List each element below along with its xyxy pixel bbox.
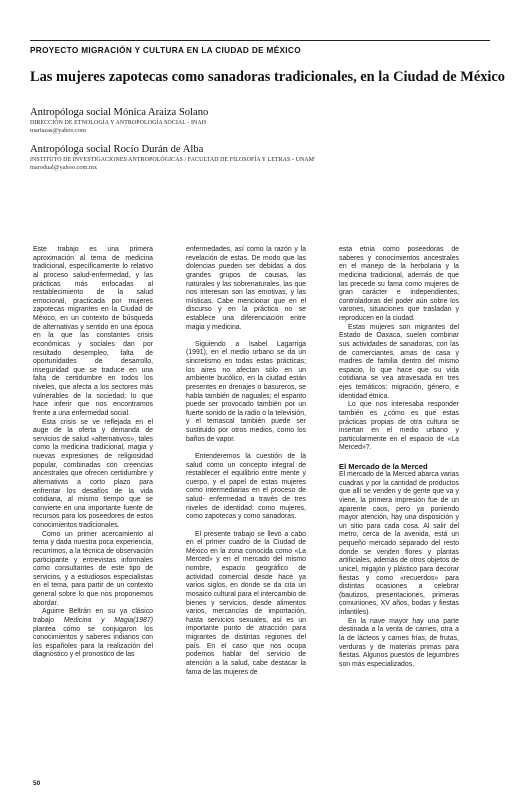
section-label: PROYECTO MIGRACIÓN Y CULTURA EN LA CIUDAD DE MÉXICO: [30, 46, 301, 55]
paragraph: Entenderemos la cuestión de la salud como un concepto integral de restablecer el equilibrio entre mente y cuerpo, y el papel de estas mujeres como intermediarias en el proceso de salud- enfermedad a través de tres niveles de identidad: como mujeres, como zapotecas y como sanadoras.: [186, 452, 306, 521]
paragraph: esta etnia como poseedoras de saberes y conocimientos ancestrales en el manejo de la herbolaria y la medicina tradicional, además de que las precede su fama como mujeres de gran carácter e independientes, controladoras del poder aún sobre los varones, situaciones que trasladan y reproducen en la ciudad.: [339, 246, 459, 322]
book-title: Medicina y Magia(1987): [63, 616, 153, 624]
page-number: 50: [33, 780, 41, 787]
paragraph: En la nave mayor hay una parte destinada a la venta de carnes, otra a la de lácteos y carnes frías, de frutas, verduras y de materias primas para fiestas. Algunos puestos de legumbres son más especializados,: [339, 617, 459, 668]
header-rule: [30, 40, 490, 41]
body-column-1: [33, 246, 153, 660]
author-affiliation: DIRECCIÓN DE ETNOLOGÍA Y ANTROPOLOGÍA SOCIAL - INAH: [30, 120, 207, 126]
body-column-2: [186, 246, 306, 677]
paragraph-text: plantea cómo se conjugaron los conocimientos y saberes indianos con los españoles para la realización del diagnóstico y el pronostico de las: [33, 625, 153, 659]
author-name: Antropóloga social Mónica Araiza Solano: [30, 107, 209, 118]
section-heading: El Mercado de la Merced: [339, 462, 428, 471]
paragraph: Este trabajo es una primera aproximación al tema de medicina tradicional, específicamente lo relativo al proceso salud-enfermedad, y las prácticas más enfocadas al restablecimiento de la salud emocional, practicada por mujeres zapotecas migrantes en la Ciudad de México, en un contexto de búsqueda de alternativas y sentido en una época en la que las constantes crisis económicas y sociales dan por resultado desempleo, falta de oportunidades de desarrollo, inseguridad que se traduce en una falta de certidumbre en todos los niveles, que afecta a los sectores más vulnerables de la sociedad; lo que hace inferir que nos encontramos frente a una enfermedad social.: [33, 246, 153, 417]
paragraph: El mercado de la Merced abarca varias cuadras y por la cantidad de productos que allí se venden y de gente que va y viene, la primera impresión fue de un aparente caos, pero ya poniendo mayor atención, hay una disposición y un sitio para cada cosa. Al salir del metro, cerca de la avenida, está un pequeño mercado separado del resto donde se venden flores y plantas artificiales, además de otros objetos de unicel, migajón y plástico para decorar fiestas y como «recuerdos» para distintas ocasiones a celebrar (bautizos, presentaciones, primeras comuniones, XV años, bodas y fiestas infantiles).: [339, 471, 459, 616]
author-affiliation: INSTITUTO DE INVESTIGACIONES ANTROPOLÓGICAS / FACULTAD DE FILOSOFÍA Y LETRAS - UNAM': [30, 157, 316, 163]
body-column-3: [339, 246, 459, 669]
paragraph: [33, 608, 153, 660]
article-title: Las mujeres zapotecas como sanadoras tradicionales, en la Ciudad de México: [30, 69, 505, 85]
paragraph: enfermedades, así como la razón y la revelación de estas. De modo que las dolencias pueden ser debidas a dos grandes grupos de causas, las naturales y las sobrenaturales, las que nos interesan son las emotivas, y las místicas. Cabe mencionar que en el discurso y en la práctica no se establece una diferenciación entre magia y medicina.: [186, 246, 306, 331]
paragraph: El presente trabajo se llevó a cabo en el primer cuadro de la Ciudad de México en la zona conocida como «La Merced» y en el mercado del mismo nombre, espacio geográfico de actividad comercial desde hace ya varios siglos, en donde se da cita un mosaico cultural para el intercambio de bienes y servicios, desde alimentos varios, mercancías de importación, hasta servicios sexuales, así es un importante punto de atracción para migrantes de distintas regiones del país. En el caso que nos ocupa podemos hablar del servicio de atención a la salud, cabe destacar la fama de las mujeres de: [186, 530, 306, 676]
paragraph: Esta crisis se ve reflejada en el auge de la oferta y demanda de servicios de salud «alternativos», tales como la medicina tradicional, magia y nuevas expresiones de religiosidad popular, combinadas con creencias ancestrales que ofrecen certidumbre y alternativas a corto plazo para enfrentar los desafíos de la vida cotidiana, al mismo tiempo que se convierte en una importante fuente de recursos para los poseedores de estos conocimientos tradicionales.: [33, 418, 153, 529]
author-email: mariazas@yahoo.com: [30, 127, 86, 134]
author-email: marodual@yahoo.com.mx: [30, 164, 98, 171]
paragraph: Siguiendo a Isabel Lagarriga (1991), en el medio urbano se da un sincretismo en todas estas prácticas; los aires no afectan sólo en un ambiente bucólico, en la ciudad están presentes en drenajes o basureros, se habla también de naguales; el espanto puede ser provocado también por un fuerte sonido de la radio o la televisión, y el temascal también puede ser sustituido por otros medios, como los baños de vapor.: [186, 340, 306, 443]
paragraph: Lo que nos interesaba responder también es ¿cómo es que estas prácticas propias de otra cultura se insertan en el medio urbano y particularmente en el espacio de «La Merced»?.: [339, 401, 459, 452]
paragraph-text: Aguirre Beltrán en su ya clásico trabajo: [33, 608, 153, 624]
author-block-2: [30, 143, 498, 172]
paragraph: Estas mujeres son migrantes del Estado de Oaxaca, suelen combinar sus actividades de sanadoras, con las de comerciantes, amas de casa y madres de familia dentro del mismo espacio, lo que hace que su vida cotidiana se vea atravesada en tres ejes temáticos: migración, género, e identidad étnica.: [339, 323, 459, 400]
paragraph: Como un primer acercamiento al tema y dada nuestra poca experiencia, recurrimos, a la técnica de observación participante y entrevistas informales como consultantes de este tipo de servicios, y a estudiosos especialistas en el tema, para partir de un contexto general sobre lo que nos proponemos abordar.: [33, 530, 153, 607]
author-name: Antropóloga social Rocío Durán de Alba: [30, 144, 204, 155]
author-block-1: [30, 106, 498, 135]
